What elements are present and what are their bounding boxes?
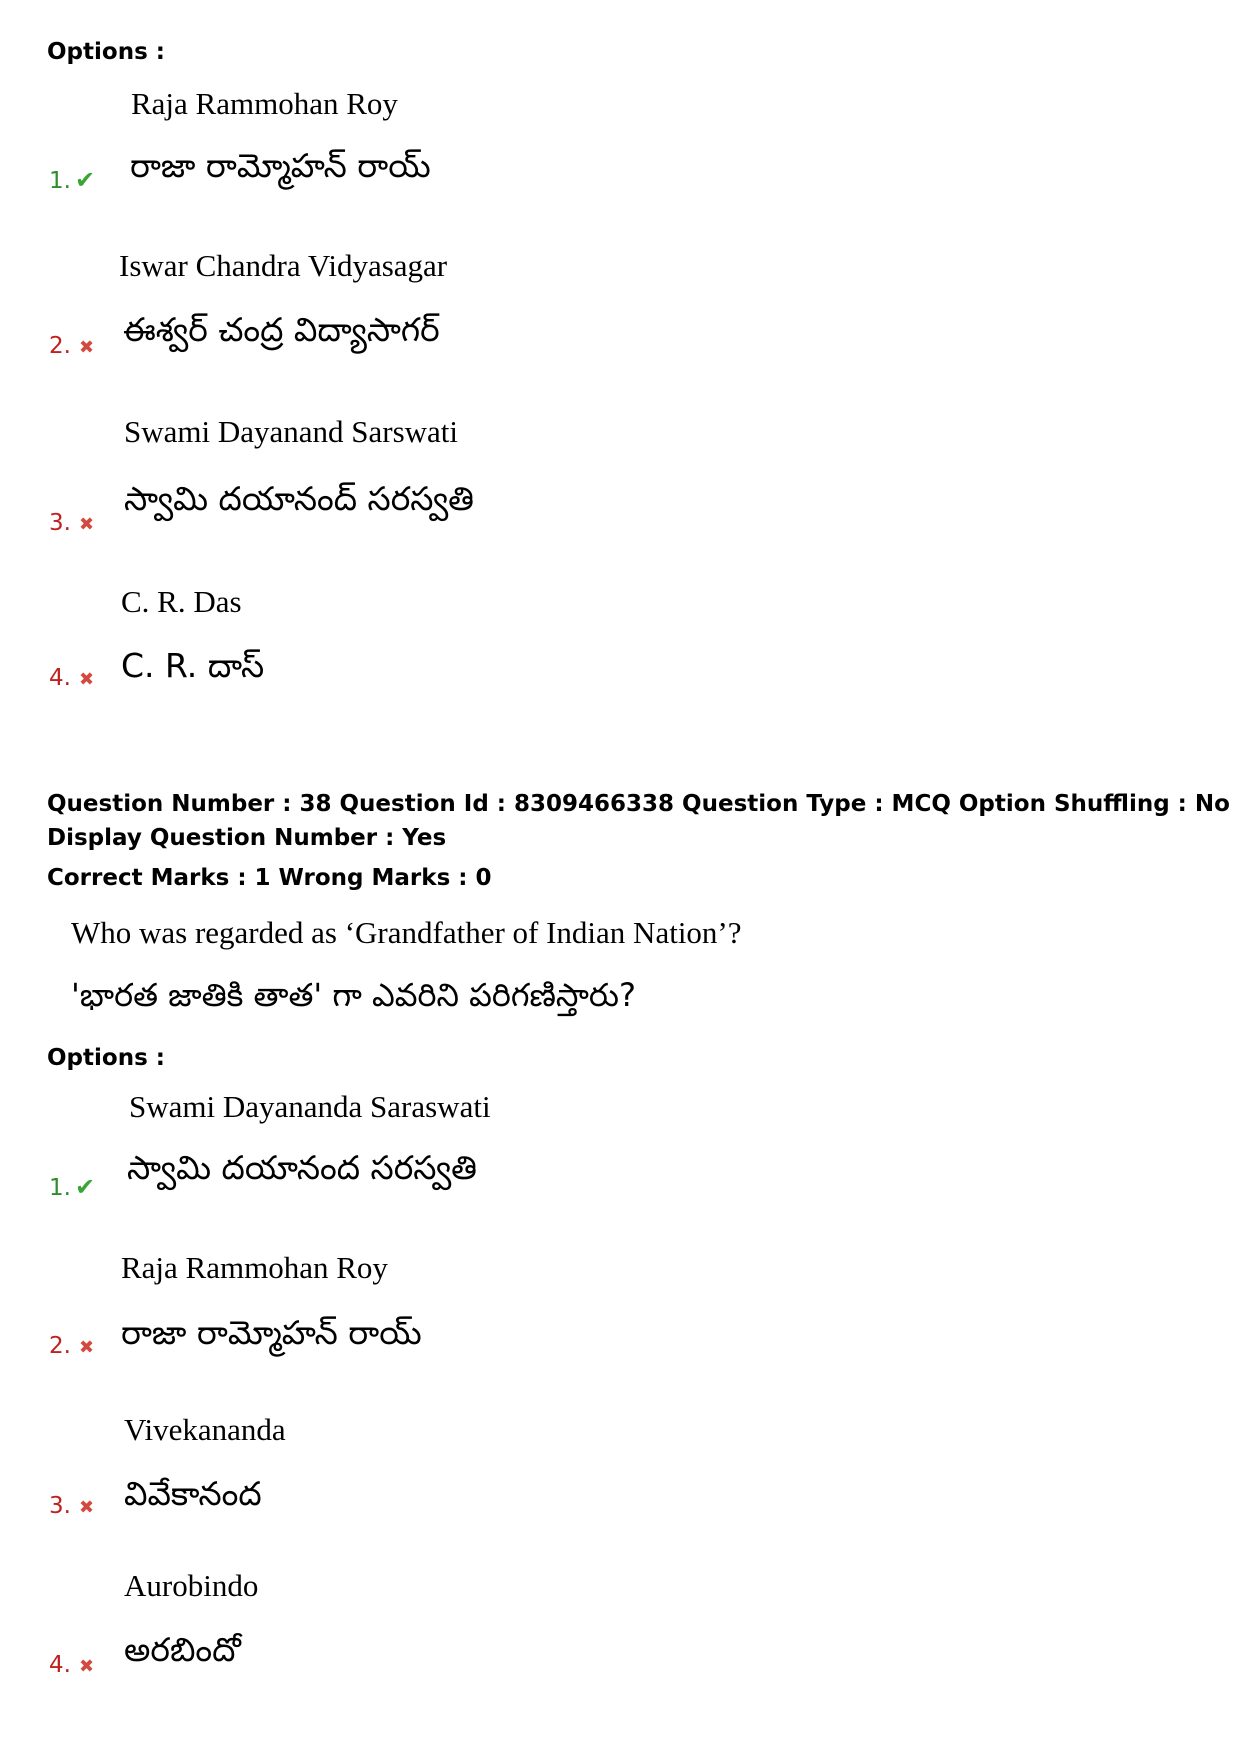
option-3-telugu: వివేకానంద [124, 1474, 262, 1513]
option-2-number: 2. ✖ [49, 1333, 95, 1359]
cross-icon: ✖ [78, 514, 95, 535]
option-3-english: Vivekananda [124, 1412, 286, 1447]
option-1-english: Raja Rammohan Roy [131, 86, 398, 121]
question-header-line2: Display Question Number : Yes [47, 825, 447, 851]
options-label: Options : [47, 1045, 165, 1071]
check-icon: ✔ [74, 166, 96, 194]
option-4-number: 4. ✖ [49, 665, 95, 691]
option-2-english: Iswar Chandra Vidyasagar [119, 248, 448, 283]
cross-icon: ✖ [78, 669, 95, 690]
options-label: Options : [47, 39, 165, 65]
marks-line: Correct Marks : 1 Wrong Marks : 0 [47, 865, 492, 891]
question-text-telugu: 'భారత జాతికి తాత' గా ఎవరిని పరిగణిస్తారు? [71, 976, 636, 1014]
option-1-telugu: రాజా రామ్మోహన్ రాయ్ [130, 146, 431, 185]
option-4-telugu: C. R. దాస్ [121, 646, 265, 685]
cross-icon: ✖ [78, 1497, 95, 1518]
check-icon: ✔ [74, 1173, 96, 1201]
option-2-telugu: రాజా రామ్మోహన్ రాయ్ [121, 1313, 422, 1352]
cross-icon: ✖ [78, 1656, 95, 1677]
option-4-english: Aurobindo [124, 1568, 259, 1603]
option-4-number: 4. ✖ [49, 1652, 95, 1678]
option-3-telugu: స్వామి దయానంద్ సరస్వతి [124, 479, 474, 518]
cross-icon: ✖ [78, 1337, 95, 1358]
question-text-english: Who was regarded as ‘Grandfather of Indian Nation’? [71, 915, 742, 950]
option-3-english: Swami Dayanand Sarswati [124, 414, 459, 449]
cross-icon: ✖ [78, 337, 95, 358]
option-3-number: 3. ✖ [49, 510, 95, 536]
option-2-number: 2. ✖ [49, 333, 95, 359]
option-3-number: 3. ✖ [49, 1493, 95, 1519]
option-1-english: Swami Dayananda Saraswati [129, 1089, 491, 1124]
option-1-number: 1. ✔ [49, 166, 96, 194]
option-2-telugu: ఈశ్వర్ చంద్ర విద్యాసాగర్ [123, 310, 440, 349]
option-1-telugu: స్వామి దయానంద సరస్వతి [127, 1148, 477, 1187]
option-2-english: Raja Rammohan Roy [121, 1250, 388, 1285]
option-4-telugu: అరబిందో [124, 1630, 241, 1669]
question-header-line1: Question Number : 38 Question Id : 8309466338 Question Type : MCQ Option Shuffling : No [47, 791, 1230, 817]
option-4-english: C. R. Das [121, 584, 242, 619]
option-1-number: 1. ✔ [49, 1173, 96, 1201]
